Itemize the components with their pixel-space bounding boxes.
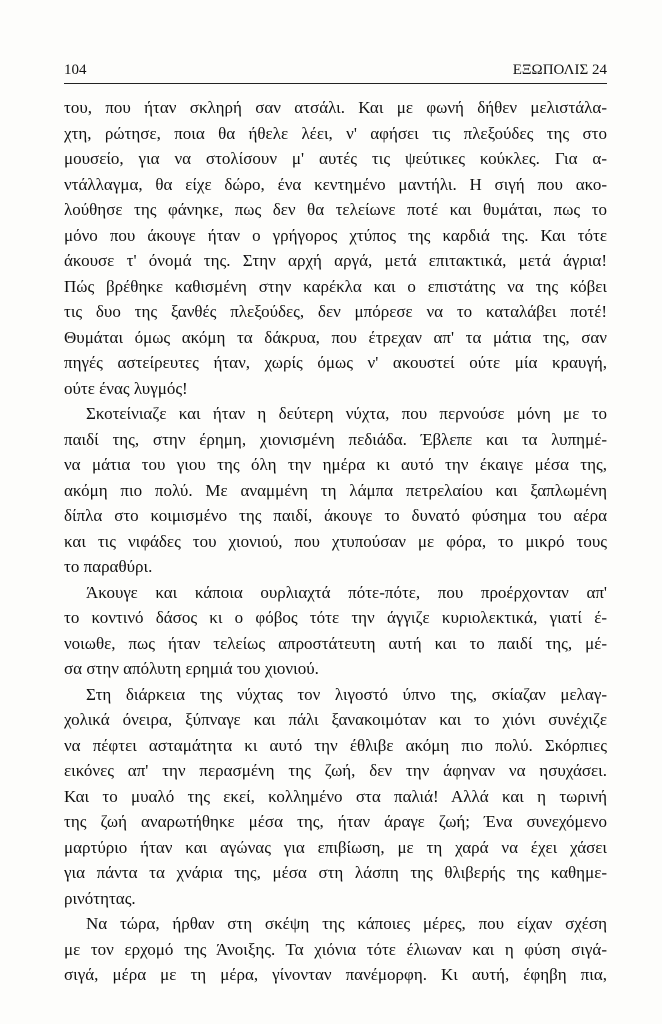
text-line: πηγές αστείρευτες ήταν, χωρίς όμως ν' ακουστεί ούτε μία κραυγή, [64, 353, 607, 372]
text-line: να πέφτει ασταμάτητα κι αυτό την έθλιβε ακόμη πιο πολύ. Σκόρπιες [64, 735, 607, 755]
text-line: σιγά, μέρα με τη μέρα, γίνονταν πανέμορφη. Κι αυτή, έφηβη πια, [64, 965, 607, 984]
body-text [64, 95, 607, 988]
text-line: νοιωθε, πως ήταν τελείως απροστάτευτη αυτή και το παιδί της, μέ- [64, 633, 607, 653]
text-line: του, που ήταν σκληρή σαν ατσάλι. Και με φωνή δήθεν μελιστάλα- [64, 98, 607, 117]
journal-title: ΕΞΩΠΟΛΙΣ 24 [512, 62, 607, 78]
text-line: Πώς βρέθηκε καθισμένη στην καρέκλα και ο επιστάτης να της κόβει [64, 276, 607, 296]
text-line: με τον ερχομό της Άνοιξης. Τα χιόνια τότε έλιωναν και η φύση σιγά- [64, 939, 607, 959]
text-line: μουσείο, για να στολίσουν μ' αυτές τις ψεύτικες κούκλες. Για α- [64, 149, 607, 168]
text-line: ντάλλαγμα, θα είχε δώρο, ένα κεντημένο μαντήλι. Η σιγή που ακο- [64, 174, 607, 194]
text-line: σα στην απόλυτη ερημιά του χιονιού. [64, 659, 319, 678]
text-line: το παραθύρι. [64, 557, 153, 576]
text-line: για πάντα τα χνάρια της, μέσα στη λάσπη της θλιβερής της καθημε- [64, 863, 607, 882]
text-line: εικόνες απ' την περασμένη της ζωή, δεν την άφηναν να ησυχάσει. [64, 761, 607, 780]
text-line: ακόμη πιο πολύ. Με αναμμένη τη λάμπα πετρελαίου και ξαπλωμένη [64, 480, 607, 500]
text-line: άκουσε τ' όνομά της. Στην αρχή αργά, μετά επιτακτικά, μετά άγρια! [64, 251, 607, 270]
text-line: Θυμάται όμως ακόμη τα δάκρυα, που έτρεχαν απ' τα μάτια της, σαν [64, 327, 607, 347]
text-line: της ζωή αναρωτήθηκε μέσα της, ήταν άραγε ζωή; Ένα συνεχόμενο [64, 812, 607, 831]
text-line: χολικά όνειρα, ξύπναγε και πάλι ξανακοιμόταν και το χιόνι συνέχιζε [64, 710, 607, 729]
text-line: Στη διάρκεια της νύχτας τον λιγοστό ύπνο της, σκίαζαν μελαγ- [86, 684, 607, 704]
text-line: Και το μυαλό της εκεί, κολλημένο στα παλιά! Αλλά και η τωρινή [64, 786, 607, 806]
text-line: Σκοτείνιαζε και ήταν η δεύτερη νύχτα, που περνούσε μόνη με το [86, 404, 607, 423]
page-number: 104 [64, 62, 87, 78]
text-line: το κοντινό δάσος κι ο φόβος τότε την άγγιζε κυριολεκτικά, γιατί έ- [64, 608, 607, 627]
text-line: τις δυο της ξανθές πλεξούδες, δεν μπόρεσε να το καταλάβει ποτέ! [64, 302, 607, 321]
paragraph [64, 95, 607, 401]
text-line: μαρτύριο ήταν και αγώνας για επιβίωση, με τη χαρά να έχει χάσει [64, 837, 607, 857]
paragraph [64, 401, 607, 580]
text-line: χτη, ρώτησε, ποια θα ήθελε λέει, ν' αφήσει τις πλεξούδες της στο [64, 123, 607, 143]
paragraph [64, 580, 607, 682]
text-line: μόνο που άκουγε ήταν ο γρήγορος χτύπος της καρδιά της. Και τότε [64, 225, 607, 245]
text-line: λούθησε της φάνηκε, πως δεν θα τελείωνε ποτέ και θυμάται, πως το [64, 200, 607, 219]
paragraph [64, 682, 607, 912]
running-head [64, 58, 607, 82]
text-line: ρινότητας. [64, 888, 136, 908]
text-line: ούτε ένας λυγμός! [64, 378, 188, 398]
paragraph [64, 911, 607, 988]
text-line: δίπλα στο κοιμισμένο της παιδί, άκουγε το δυνατό φύσημα του αέρα [64, 506, 607, 525]
text-line: παιδί της, στην έρημη, χιονισμένη πεδιάδα. Έβλεπε και τα λυπημέ- [64, 429, 607, 449]
header-rule [64, 83, 607, 84]
text-line: να μάτια του γιου της όλη την ημέρα κι αυτό την έκαιγε μέσα της, [64, 455, 607, 474]
text-line: Άκουγε και κάποια ουρλιαχτά πότε-πότε, που προέρχονταν απ' [86, 582, 607, 602]
text-line: Να τώρα, ήρθαν στη σκέψη της κάποιες μέρες, που είχαν σχέση [86, 914, 607, 933]
text-line: και τις νιφάδες του χιονιού, που χτυπούσαν με φόρα, το μικρό τους [64, 531, 607, 551]
